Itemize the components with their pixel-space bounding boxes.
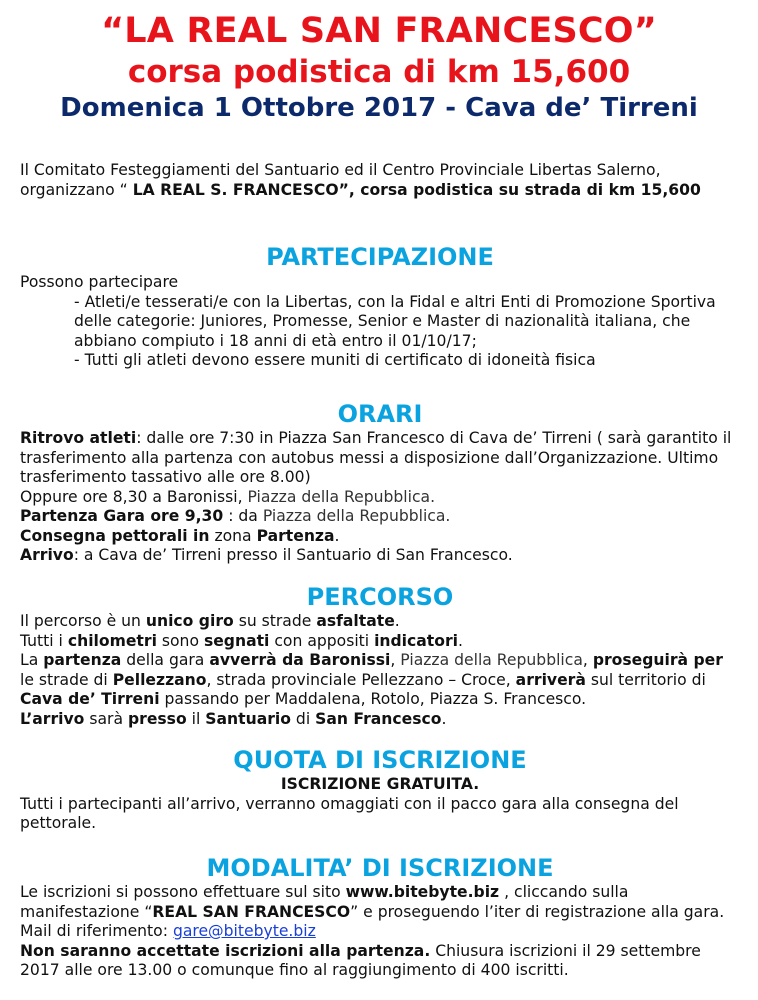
percorso-line-1 (20, 612, 740, 632)
text-segment: arriverà (515, 670, 586, 689)
quota-text: Tutti i partecipanti all’arrivo, verranno omaggiati con il pacco gara alla consegna del pettorale. (20, 794, 679, 832)
section-quota (20, 745, 740, 834)
text-segment: ” e proseguendo l’iter di registrazione alla gara. Mail di riferimento: (20, 902, 725, 940)
text-segment: con appositi (269, 631, 375, 650)
orari-ritrovo (20, 429, 740, 488)
arrivo-label: Arrivo (20, 546, 74, 564)
site-link[interactable]: www.bitebyte.biz (345, 883, 500, 901)
ritrovo-text: : dalle ore 7:30 in Piazza San Francesco di Cava de’ Tirreni ( sarà garantito il trasferimento alla partenza con autobus messi a disposizione dall’Organizzazione. Ultimo trasferimento tassativo alle ore 8.00) (20, 429, 732, 486)
partecipazione-lead: Possono partecipare (20, 273, 179, 291)
text-segment: , strada provinciale Pellezzano – Croce, (206, 670, 516, 689)
heading-orari: ORARI (337, 400, 423, 428)
partecipazione-item: - Tutti gli atleti devono essere muniti di certificato di idoneità fisica (74, 351, 596, 369)
consegna-label: Consegna pettorali in (20, 526, 210, 545)
text-segment: Piazza della Repubblica (400, 651, 583, 669)
text-segment: chilometri (67, 631, 157, 650)
text-segment: . (441, 709, 447, 728)
warning-text: Non saranno accettate iscrizioni alla partenza. (20, 941, 431, 960)
intro-bold: LA REAL S. FRANCESCO”, corsa podistica su strada di km 15,600 (132, 180, 701, 199)
intro-text: Il Comitato Festeggiamenti del Santuario ed il Centro Provinciale Libertas Salerno, organizzano “ (20, 161, 661, 199)
text-segment: San Francesco (315, 709, 442, 728)
heading-partecipazione: PARTECIPAZIONE (266, 243, 494, 271)
percorso-line-4 (20, 710, 740, 730)
orari-partenza (20, 507, 740, 527)
quota-gratuita (20, 775, 740, 795)
consegna-bold: Partenza (256, 526, 335, 545)
text-segment: su strade (233, 612, 317, 630)
heading-modalita: MODALITA’ DI ISCRIZIONE (206, 854, 554, 882)
text-segment: L’arrivo (20, 709, 85, 728)
event-subtitle: corsa podistica di km 15,600 (127, 54, 631, 90)
section-partecipazione (20, 242, 740, 371)
text-segment: . (458, 631, 463, 650)
text-segment: Le iscrizioni si possono effettuare sul sito (20, 883, 346, 901)
text-segment: . (394, 612, 400, 630)
text-segment: Pellezzano (112, 670, 207, 689)
text-segment: Santuario (205, 709, 291, 728)
text-segment: La (20, 651, 44, 669)
text-segment: sono (156, 631, 204, 650)
text-segment: Cava de’ Tirreni (20, 690, 160, 708)
ritrovo-label: Ritrovo atleti (20, 429, 137, 447)
percorso-line-2 (20, 632, 740, 652)
heading-quota: QUOTA DI ISCRIZIONE (233, 746, 527, 774)
text-segment: segnati (203, 631, 270, 650)
text-segment: partenza (43, 651, 122, 669)
mail-link[interactable]: gare@bitebyte.biz (172, 922, 316, 940)
text-segment: di (290, 709, 316, 728)
text-segment: sul territorio di (585, 670, 706, 689)
text-segment: passando per Maddalena, Rotolo, Piazza S. Francesco. (159, 690, 587, 708)
oppure-text: Oppure ore 8,30 a Baronissi, (20, 487, 248, 506)
intro-paragraph (20, 161, 740, 200)
text-segment: sarà (84, 709, 128, 728)
section-orari (20, 399, 740, 566)
text-segment: Il percorso è un (20, 612, 146, 630)
text-segment: Tutti i (20, 631, 68, 650)
orari-arrivo (20, 546, 740, 566)
partenza-place: Piazza della Repubblica. (262, 507, 451, 525)
section-percorso (20, 582, 740, 729)
heading-percorso: PERCORSO (306, 583, 454, 611)
partecipazione-item: - Atleti/e tesserati/e con la Libertas, con la Fidal e altri Enti di Promozione Sportiva delle categorie: Juniores, Promesse, Senior e Master di nazionalità italiana, che abbiano compiuto i 18 anni di età entro il 01/10/17; (74, 292, 716, 350)
orari-oppure (20, 488, 740, 508)
event-date-place: Domenica 1 Ottobre 2017 - Cava de’ Tirreni (60, 93, 698, 123)
text-segment: indicatori (374, 631, 459, 650)
modalita-paragraph (20, 883, 740, 942)
orari-consegna (20, 527, 740, 547)
text-segment: della gara (121, 651, 210, 669)
partenza-label: Partenza Gara ore 9,30 (20, 507, 224, 525)
text-segment: , (390, 651, 401, 669)
text-segment: , (582, 651, 593, 669)
text-segment: , cliccando sulla manifestazione “ (20, 883, 629, 921)
text-segment: asfaltate (316, 612, 395, 630)
event-title: “LA REAL SAN FRANCESCO” (101, 11, 657, 51)
oppure-place: Piazza della Repubblica. (247, 487, 436, 506)
text-segment: il (186, 709, 206, 728)
text-segment: proseguirà per (592, 651, 723, 669)
section-modalita (20, 853, 740, 981)
text-segment: avverrà da Baronissi (209, 651, 391, 669)
text-segment: le strade di (20, 670, 113, 689)
text-segment: ISCRIZIONE GRATUITA. (280, 775, 480, 793)
consegna-end: . (334, 526, 340, 545)
text-segment: Chiusura iscrizioni il 29 settembre 2017 alle ore 13.00 o comunque fino al raggiungimento di 400 iscritti. (20, 941, 701, 979)
text-segment: presso (127, 709, 187, 728)
text-segment: REAL SAN FRANCESCO (152, 902, 351, 921)
modalita-closing (20, 942, 740, 981)
consegna-text: zona (209, 526, 257, 545)
percorso-line-3 (20, 651, 740, 710)
arrivo-text: : a Cava de’ Tirreni presso il Santuario di San Francesco. (73, 546, 513, 564)
partenza-text: : da (223, 507, 263, 525)
text-segment: unico giro (145, 612, 234, 630)
